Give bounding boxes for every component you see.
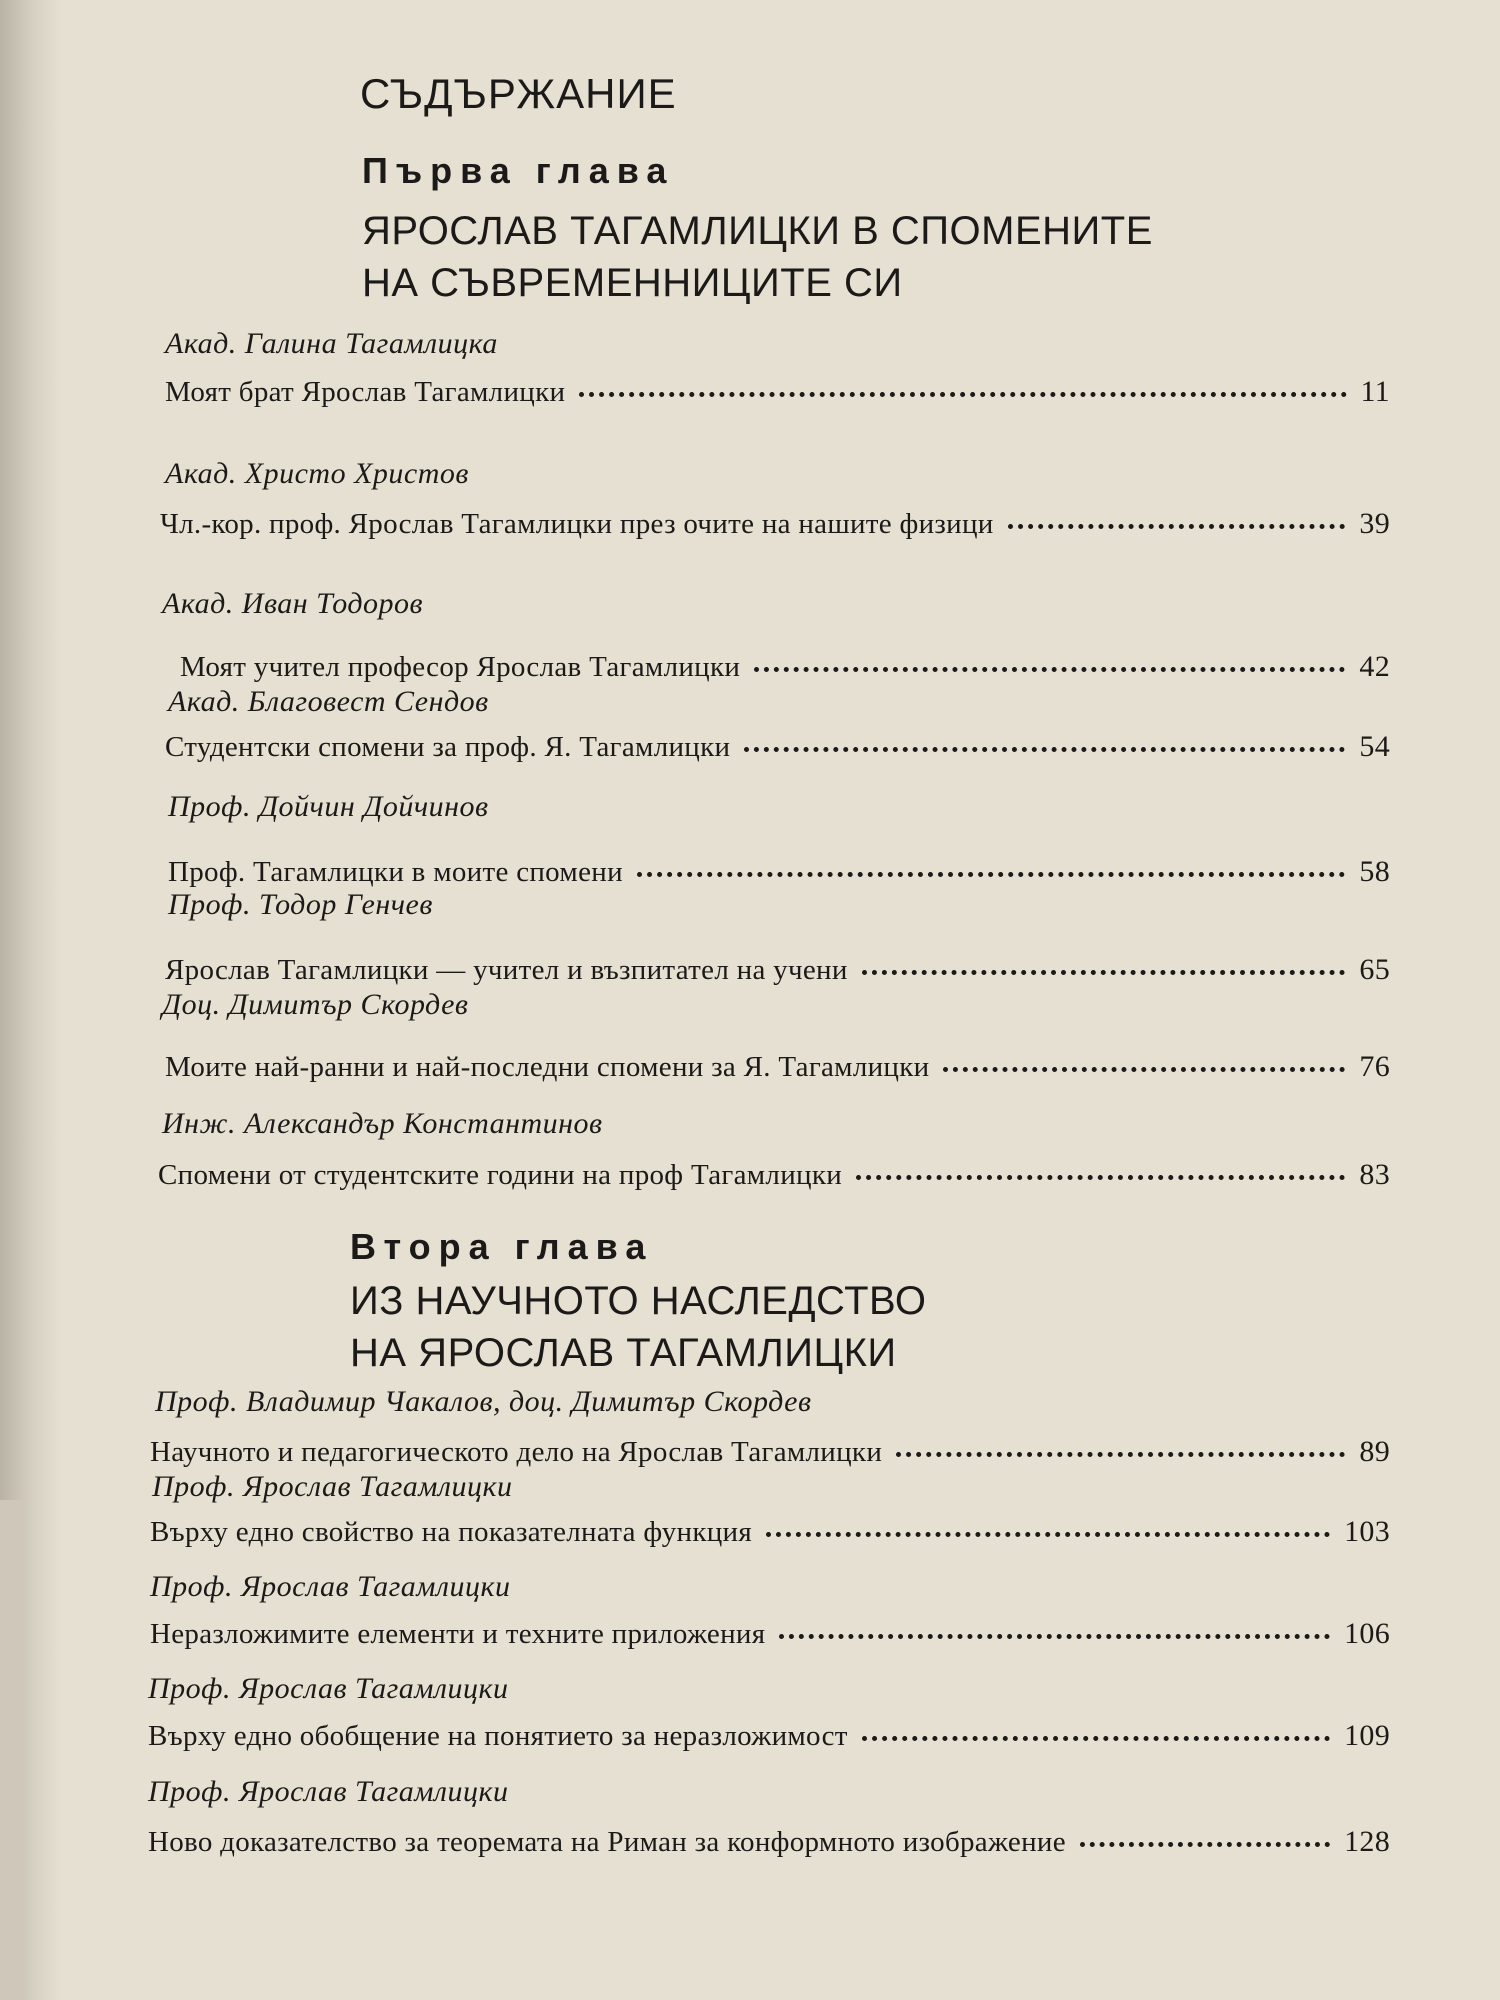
dot-leader: [943, 1067, 1345, 1072]
chapter-2-heading-line-2: НА ЯРОСЛАВ ТАГАМЛИЦКИ: [350, 1331, 897, 1375]
entry-title: Моите най-ранни и най-последни спомени за Я. Тагамлицки: [165, 1051, 930, 1083]
entry-author: Проф. Ярослав Тагамлицки: [150, 1570, 511, 1603]
dot-leader: [1008, 524, 1346, 529]
dot-leader: [1080, 1842, 1330, 1847]
dot-leader: [862, 970, 1346, 975]
dot-leader: [744, 747, 1345, 752]
entry-title: Ново доказателство за теоремата на Риман за конформното изображение: [148, 1826, 1066, 1858]
entry-title: Върху едно свойство на показателната функция: [150, 1516, 752, 1548]
chapter-1-heading: [362, 205, 1153, 309]
entry-author: Проф. Ярослав Тагамлицки: [148, 1775, 509, 1808]
entry-page-number: 103: [1344, 1515, 1390, 1548]
entry-author: Акад. Галина Тагамлицка: [165, 327, 498, 360]
entry-author: Доц. Димитър Скордев: [162, 988, 469, 1021]
entry-page-number: 42: [1359, 650, 1390, 683]
entry-title: Ярослав Тагамлицки — учител и възпитател на учени: [165, 954, 848, 986]
entry-title: Проф. Тагамлицки в моите спомени: [168, 856, 623, 888]
entry-author: Акад. Благовест Сендов: [168, 685, 489, 718]
entry-author: Проф. Тодор Генчев: [168, 888, 433, 921]
dot-leader: [896, 1452, 1345, 1457]
toc-entry[interactable]: [148, 1719, 1390, 1753]
toc-entry[interactable]: [150, 1435, 1390, 1469]
entry-page-number: 83: [1359, 1158, 1390, 1191]
entry-author: Акад. Христо Христов: [165, 457, 469, 490]
entry-page-number: 106: [1344, 1617, 1390, 1650]
toc-entry[interactable]: [165, 375, 1390, 409]
chapter-2-heading-line-1: ИЗ НАУЧНОТО НАСЛЕДСТВО: [350, 1279, 927, 1323]
toc-entry[interactable]: [150, 1515, 1390, 1549]
entry-title: Моят брат Ярослав Тагамлицки: [165, 376, 566, 408]
entry-author: Проф. Ярослав Тагамлицки: [152, 1470, 513, 1503]
page-edge: [0, 1500, 24, 2000]
dot-leader: [637, 872, 1345, 877]
entry-page-number: 39: [1359, 507, 1390, 540]
dot-leader: [579, 392, 1346, 397]
entry-page-number: 54: [1359, 730, 1390, 763]
toc-entry[interactable]: [148, 1825, 1390, 1859]
entry-author: Проф. Дойчин Дойчинов: [168, 790, 489, 823]
entry-title: Върху едно обобщение на понятието за неразложимост: [148, 1720, 848, 1752]
toc-entry[interactable]: [158, 1158, 1390, 1192]
chapter-2-label: Втора глава: [350, 1226, 654, 1267]
dot-leader: [766, 1532, 1330, 1537]
entry-title: Научното и педагогическото дело на Ярослав Тагамлицки: [150, 1436, 883, 1468]
entry-page-number: 65: [1359, 953, 1390, 986]
entry-title: Неразложимите елементи и техните приложения: [150, 1618, 766, 1650]
toc-entry[interactable]: [160, 507, 1390, 541]
dot-leader: [862, 1736, 1330, 1741]
chapter-1-label: Първа глава: [362, 150, 675, 191]
entry-title: Спомени от студентските години на проф Тагамлицки: [158, 1159, 843, 1191]
page-title: СЪДЪРЖАНИЕ: [360, 70, 677, 117]
entry-title: Студентски спомени за проф. Я. Тагамлицки: [165, 731, 731, 763]
toc-entry[interactable]: [150, 1617, 1390, 1651]
toc-entry[interactable]: [180, 650, 1390, 684]
entry-page-number: 58: [1359, 855, 1390, 888]
entry-title: Чл.-кор. проф. Ярослав Тагамлицки през очите на нашите физици: [160, 508, 994, 540]
dot-leader: [779, 1634, 1330, 1639]
entry-page-number: 89: [1359, 1435, 1390, 1468]
toc-entry[interactable]: [165, 1050, 1390, 1084]
entry-page-number: 128: [1344, 1825, 1390, 1858]
entry-author: Акад. Иван Тодоров: [162, 587, 424, 620]
entry-page-number: 109: [1344, 1719, 1390, 1752]
toc-entry[interactable]: [168, 855, 1390, 889]
entry-page-number: 76: [1359, 1050, 1390, 1083]
chapter-2-heading: [350, 1275, 927, 1379]
entry-title: Моят учител професор Ярослав Тагамлицки: [180, 651, 741, 683]
dot-leader: [856, 1175, 1345, 1180]
toc-entry[interactable]: [165, 953, 1390, 987]
entry-page-number: 11: [1360, 375, 1390, 408]
dot-leader: [754, 667, 1345, 672]
toc-entry[interactable]: [165, 730, 1390, 764]
entry-author: Инж. Александър Константинов: [162, 1107, 603, 1140]
entry-author: Проф. Ярослав Тагамлицки: [148, 1672, 509, 1705]
chapter-1-heading-line-2: НА СЪВРЕМЕННИЦИТЕ СИ: [362, 261, 903, 305]
entry-author: Проф. Владимир Чакалов, доц. Димитър Скордев: [155, 1385, 812, 1418]
chapter-1-heading-line-1: ЯРОСЛАВ ТАГАМЛИЦКИ В СПОМЕНИТЕ: [362, 209, 1153, 253]
